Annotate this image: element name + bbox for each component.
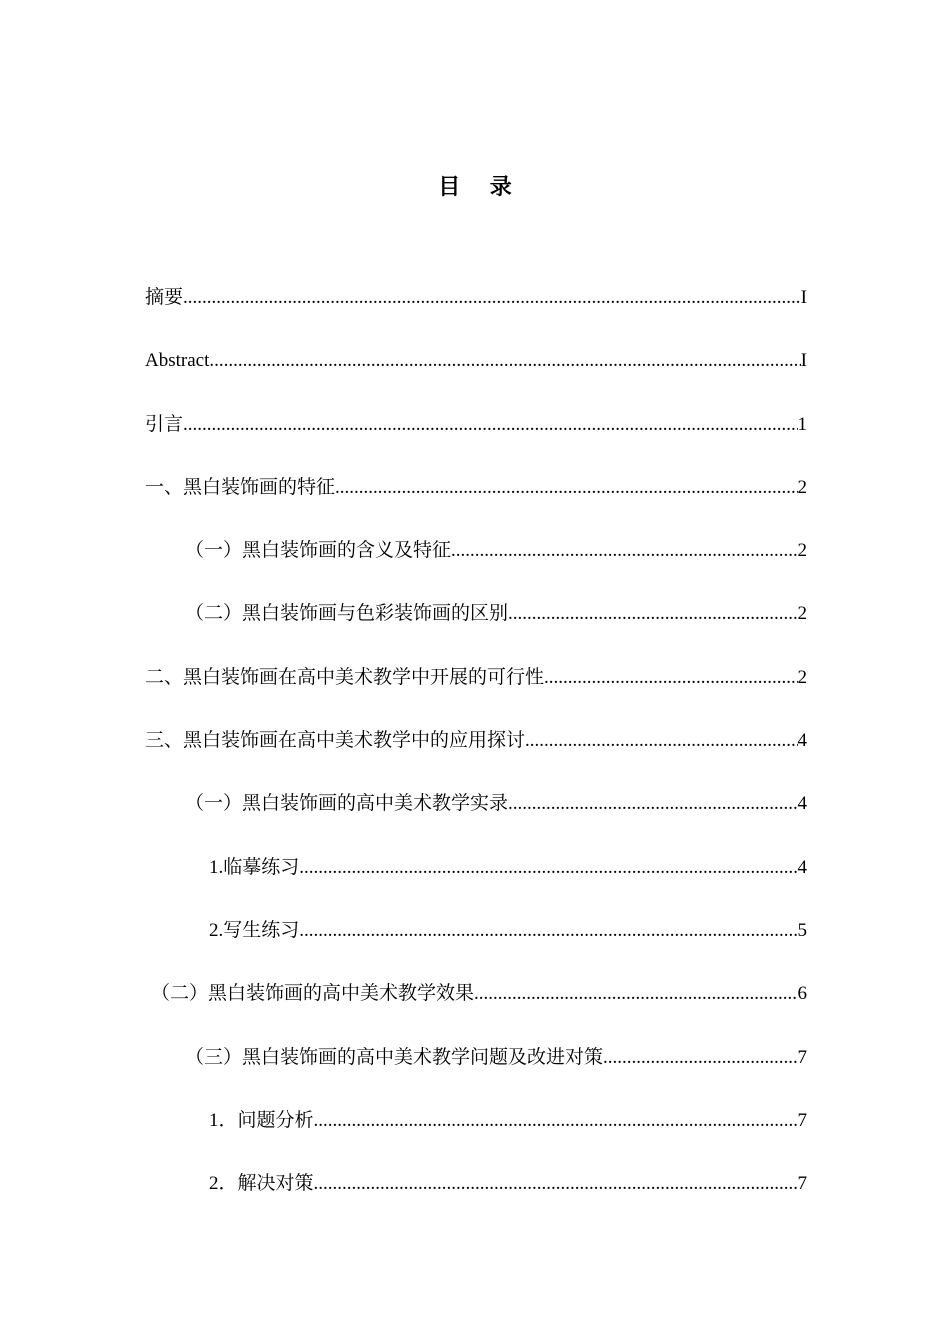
toc-entry-label: 二、黑白装饰画在高中美术教学中开展的可行性 — [145, 666, 545, 688]
toc-entry-label: 三、黑白装饰画在高中美术教学中的应用探讨 — [145, 730, 526, 752]
dot-leader — [314, 1103, 798, 1139]
page-title: 目 录 — [438, 174, 524, 199]
dot-leader — [183, 280, 801, 316]
toc-page-number: 2 — [797, 666, 807, 688]
toc-entry-label: Abstract — [145, 350, 210, 372]
toc-page-number: I — [800, 287, 807, 308]
dot-leader — [314, 1166, 798, 1202]
toc-entry-section-3-1-2[interactable] — [145, 913, 807, 976]
toc-entry-section-1-2[interactable] — [145, 596, 807, 659]
toc-entry-section-3-1-1[interactable] — [145, 850, 807, 913]
toc-page-number: 4 — [797, 856, 807, 878]
toc-entry-abstract-cn[interactable] — [145, 280, 807, 343]
toc-entry-label: 1.临摹练习 — [209, 856, 300, 878]
toc-entry-label: 2.写生练习 — [209, 919, 300, 941]
toc-page-number: 4 — [797, 730, 807, 752]
dot-leader — [335, 470, 797, 506]
toc-page-number: 5 — [797, 919, 807, 941]
toc-page-number: 4 — [797, 793, 807, 815]
toc-entry-label: （一）黑白装饰画的高中美术教学实录 — [185, 793, 509, 815]
toc-entry-section-3-3-2[interactable] — [145, 1166, 807, 1229]
dot-leader — [451, 533, 797, 569]
toc-entry-introduction[interactable] — [145, 407, 807, 470]
toc-page-number: 2 — [797, 476, 807, 498]
toc-page-number: 7 — [797, 1109, 807, 1131]
toc-entry-section-3-1[interactable] — [145, 786, 807, 849]
toc-entry-label: （一）黑白装饰画的含义及特征 — [185, 540, 452, 562]
dot-leader — [508, 786, 797, 822]
toc-page-number: 1 — [797, 413, 807, 435]
toc-page-number: 2 — [797, 603, 807, 625]
toc-entry-abstract-en[interactable] — [145, 343, 807, 406]
toc-entry-label: 1．问题分析 — [209, 1109, 314, 1131]
toc-entry-label: 一、黑白装饰画的特征 — [145, 476, 336, 498]
toc-entry-label: （二）黑白装饰画的高中美术教学效果 — [151, 983, 475, 1005]
dot-leader — [508, 596, 797, 632]
toc-page-number: 6 — [797, 983, 807, 1005]
dot-leader — [474, 976, 797, 1012]
toc-page-number: 2 — [797, 540, 807, 562]
dot-leader — [544, 660, 797, 696]
toc-entry-section-3-2[interactable] — [145, 976, 807, 1039]
dot-leader — [603, 1040, 797, 1076]
toc-page-number: 7 — [797, 1173, 807, 1195]
dot-leader — [183, 407, 797, 443]
toc-entry-label: （二）黑白装饰画与色彩装饰画的区别 — [185, 603, 509, 625]
toc-entry-section-3-3[interactable] — [145, 1040, 807, 1103]
table-of-contents — [145, 280, 807, 1229]
toc-entry-chapter-1[interactable] — [145, 470, 807, 533]
toc-page-number: 7 — [797, 1046, 807, 1068]
dot-leader — [299, 913, 797, 949]
toc-entry-label: 引言 — [145, 413, 184, 435]
toc-entry-chapter-3[interactable] — [145, 723, 807, 786]
dot-leader — [299, 850, 797, 886]
toc-entry-section-1-1[interactable] — [145, 533, 807, 596]
dot-leader — [525, 723, 797, 759]
dot-leader — [209, 343, 800, 379]
toc-page-number: I — [800, 350, 807, 372]
toc-entry-chapter-2[interactable] — [145, 660, 807, 723]
toc-entry-label: 2．解决对策 — [209, 1173, 314, 1195]
toc-entry-section-3-3-1[interactable] — [145, 1103, 807, 1166]
toc-entry-label: 摘要 — [145, 287, 184, 308]
toc-entry-label: （三）黑白装饰画的高中美术教学问题及改进对策 — [185, 1046, 604, 1068]
